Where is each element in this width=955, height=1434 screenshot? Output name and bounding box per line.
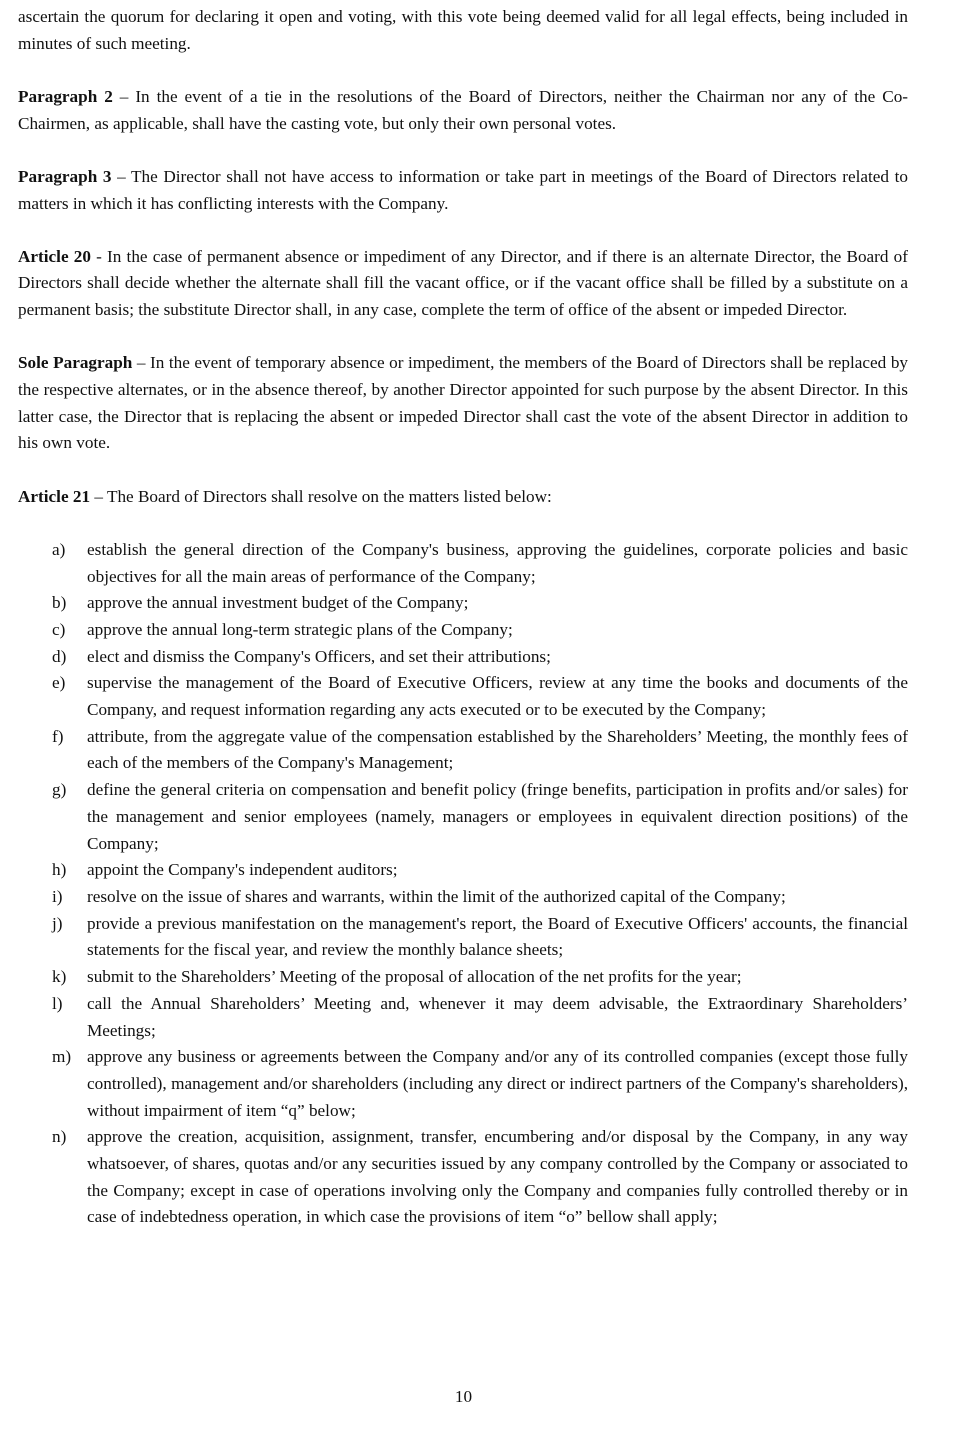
list-item	[18, 590, 908, 617]
page-number: 10	[454, 1387, 473, 1406]
list-item-text: approve the annual long-term strategic plans of the Company;	[87, 619, 513, 639]
article-20	[18, 244, 908, 324]
list-marker: h)	[52, 860, 67, 880]
article-text: – The Board of Directors shall resolve on the matters listed below:	[90, 486, 552, 506]
list-item	[18, 644, 908, 671]
paragraph-quorum	[18, 4, 908, 57]
paragraph-text: – In the event of a tie in the resolutions of the Board of Directors, neither the Chairman nor any of the Co-Chairmen, as applicable, shall have the casting vote, but only their own personal votes.	[18, 86, 909, 133]
paragraph-text: – In the event of temporary absence or impediment, the members of the Board of Directors shall be replaced by the respective alternates, or in the absence thereof, by another Director appointed for such purpose by the absent Director. In this latter case, the Director that is replacing the absent or impeded Director shall cast the vote of the absent Director in addition to his own vote.	[18, 353, 909, 453]
list-marker: k)	[52, 967, 67, 987]
list-marker: b)	[52, 593, 67, 613]
list-marker: i)	[52, 886, 63, 906]
list-item-text: call the Annual Shareholders’ Meeting and, whenever it may deem advisable, the Extraordinary Shareholders’ Meetings;	[87, 993, 908, 1040]
list-marker: f)	[52, 726, 64, 746]
list-marker: j)	[52, 913, 63, 933]
list-item	[18, 964, 908, 991]
paragraph-text: – The Director shall not have access to information or take part in meetings of the Board of Directors related to matters in which it has conflicting interests with the Company.	[18, 166, 909, 213]
list-item-text: appoint the Company's independent auditors;	[87, 860, 398, 880]
list-item-text: approve the creation, acquisition, assignment, transfer, encumbering and/or disposal by the Company, in any way whatsoever, of shares, quotas and/or any securities issued by any company controlled by the Company or associated to the Company; except in case of operations involving only the Company and companies fully controlled thereby or in case of indebtedness operation, in which case the provisions of item “o” bellow shall apply;	[87, 1127, 908, 1227]
list-item-text: approve any business or agreements between the Company and/or any of its controlled companies (except those fully controlled), management and/or shareholders (including any direct or indirect partners of the Company's shareholders), without impairment of item “q” below;	[87, 1047, 908, 1120]
list-marker: d)	[52, 646, 67, 666]
list-marker: a)	[52, 539, 66, 559]
list-item	[18, 1044, 908, 1124]
sole-paragraph	[18, 350, 908, 457]
list-item	[18, 911, 908, 964]
list-item	[18, 537, 908, 590]
document-page	[18, 4, 908, 1231]
article-21-matters-list	[18, 537, 908, 1231]
list-item-text: supervise the management of the Board of Executive Officers, review at any time the books and documents of the Company, and request information regarding any acts executed or to be executed by the Company;	[87, 673, 908, 720]
article-label: Article 20	[18, 246, 91, 266]
list-marker: m)	[52, 1047, 72, 1067]
list-marker: e)	[52, 673, 66, 693]
list-item	[18, 1124, 908, 1231]
list-item-text: provide a previous manifestation on the management's report, the Board of Executive Officers' accounts, the financial statements for the fiscal year, and review the monthly balance sheets;	[87, 913, 908, 960]
list-marker: c)	[52, 619, 66, 639]
list-item	[18, 857, 908, 884]
list-marker: l)	[52, 993, 63, 1013]
list-item	[18, 617, 908, 644]
paragraph-3	[18, 164, 908, 217]
list-item-text: attribute, from the aggregate value of the compensation established by the Shareholders’ Meeting, the monthly fees of each of the members of the Company's Management;	[87, 726, 908, 773]
list-item-text: establish the general direction of the Company's business, approving the guidelines, corporate policies and basic objectives for all the main areas of performance of the Company;	[87, 539, 908, 586]
article-label: Article 21	[18, 486, 91, 506]
article-text: - In the case of permanent absence or impediment of any Director, and if there is an alternate Director, the Board of Directors shall decide whether the alternate shall fill the vacant office, or if the vacant office shall be filled by a substitute on a permanent basis; the substitute Director shall, in any case, complete the term of office of the absent or impeded Director.	[18, 246, 908, 320]
list-item-text: define the general criteria on compensation and benefit policy (fringe benefits, participation in profits and/or sales) for the management and senior employees (namely, managers or employees in equivalent direction positions) of the Company;	[87, 780, 908, 853]
paragraph-text: ascertain the quorum for declaring it open and voting, with this vote being deemed valid for all legal effects, being included in minutes of such meeting.	[18, 7, 908, 53]
article-21	[18, 484, 908, 511]
paragraph-2	[18, 84, 908, 137]
list-item	[18, 884, 908, 911]
list-marker: n)	[52, 1127, 67, 1147]
list-item-text: approve the annual investment budget of the Company;	[87, 593, 469, 613]
list-item	[18, 777, 908, 857]
list-item-text: elect and dismiss the Company's Officers, and set their attributions;	[87, 646, 551, 666]
list-item-text: resolve on the issue of shares and warrants, within the limit of the authorized capital of the Company;	[87, 886, 786, 906]
paragraph-label: Sole Paragraph	[18, 353, 133, 373]
list-item-text: submit to the Shareholders’ Meeting of the proposal of allocation of the net profits for the year;	[87, 967, 742, 987]
list-item	[18, 670, 908, 723]
list-marker: g)	[52, 780, 67, 800]
list-item	[18, 724, 908, 777]
paragraph-label: Paragraph 3	[18, 166, 112, 186]
list-item	[18, 991, 908, 1044]
paragraph-label: Paragraph 2	[18, 86, 113, 106]
